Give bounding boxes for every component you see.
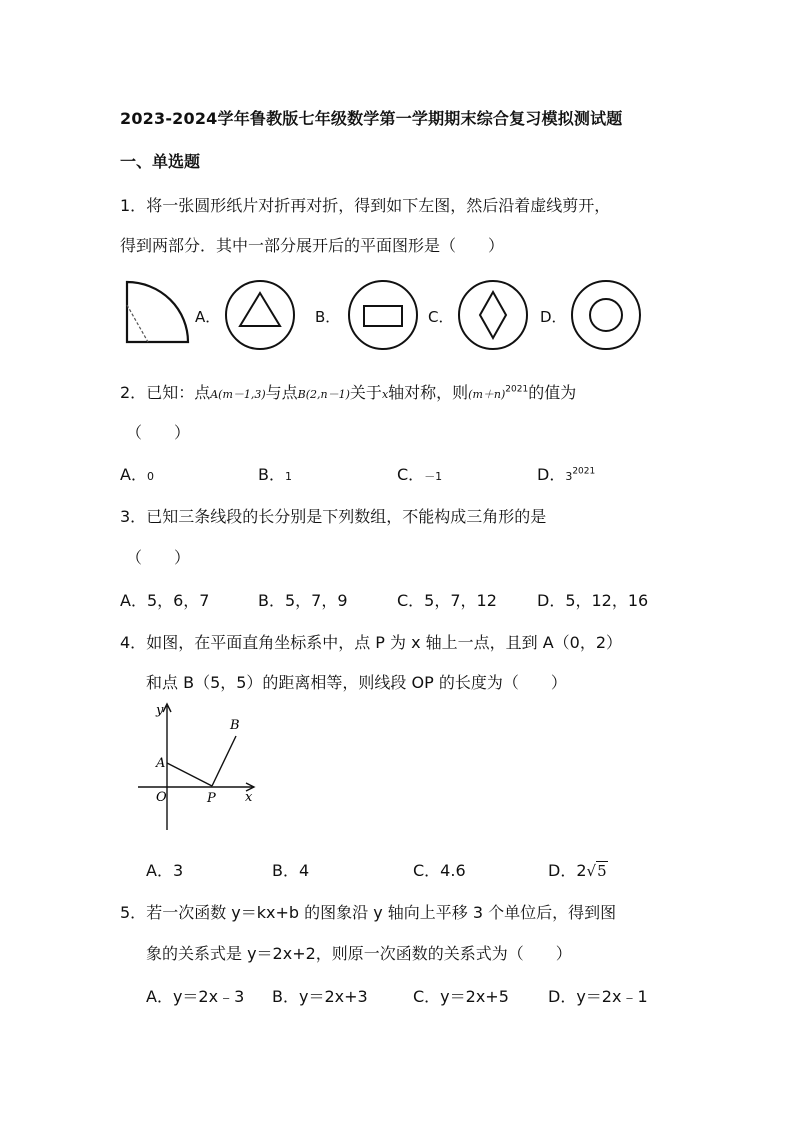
q5-option-c[interactable]: C．y＝2x+5: [413, 987, 509, 1006]
outer-circle: [572, 281, 640, 349]
question-3-line1: [120, 504, 546, 527]
q1-option-a-figure[interactable]: [224, 279, 296, 351]
q1-option-c-figure[interactable]: [457, 279, 529, 351]
option-label: C．: [397, 465, 425, 484]
question-text: 将一张圆形纸片对折再对折，得到如下左图，然后沿着虚线剪开，: [146, 196, 611, 215]
question-text: 已知：点: [146, 383, 211, 402]
sqrt-argument: 5: [597, 862, 607, 880]
triangle-hole: [240, 293, 280, 326]
question-text: 轴对称，则: [388, 383, 469, 402]
question-2-line1: [120, 380, 576, 403]
option-value: 1: [284, 470, 292, 483]
power-expression: (m＋n): [468, 388, 506, 401]
q3-option-d[interactable]: D．5，12，16: [537, 591, 649, 610]
q4-option-b[interactable]: B．4: [272, 861, 310, 880]
q1-option-d-figure[interactable]: [570, 279, 642, 351]
q2-option-c[interactable]: [397, 462, 442, 485]
axis-var: x: [381, 388, 389, 401]
inner-circle-hole: [590, 299, 622, 331]
segment-bp: [212, 736, 236, 786]
q5-option-d[interactable]: D．y＝2x﹣1: [548, 987, 648, 1006]
q1-option-c-label[interactable]: C．: [428, 308, 454, 326]
point-a-label: A: [156, 756, 166, 771]
option-exponent: 2021: [572, 466, 596, 477]
section-heading: 一、单选题: [120, 152, 201, 171]
question-number: 2．: [120, 383, 147, 402]
q2-option-b[interactable]: [258, 462, 292, 485]
q1-option-d-label[interactable]: D．: [540, 308, 567, 326]
option-label: D．2: [548, 861, 587, 880]
question-number: 3．: [120, 507, 147, 526]
outer-circle: [349, 281, 417, 349]
question-1-line1: [120, 193, 610, 216]
q5-option-a[interactable]: A．y＝2x﹣3: [146, 987, 245, 1006]
question-4-line2: 和点 B（5，5）的距离相等，则线段 OP 的长度为（ ）: [146, 673, 567, 692]
dashed-cut-line: [127, 305, 148, 342]
question-text: 关于: [349, 383, 382, 402]
q1-option-b-figure[interactable]: [347, 279, 419, 351]
option-label: D．: [537, 465, 566, 484]
point-p-label: P: [207, 791, 216, 806]
q4-option-c[interactable]: C．4.6: [413, 861, 466, 880]
folded-quarter-circle-figure: [122, 279, 192, 347]
quarter-circle-outline: [127, 282, 188, 342]
question-2-paren: （ ）: [126, 423, 191, 442]
question-3-paren: （ ）: [126, 548, 191, 567]
q3-option-b[interactable]: B．5，7，9: [258, 591, 348, 610]
question-1-line2: 得到两部分．其中一部分展开后的平面图形是（ ）: [120, 236, 505, 255]
q3-option-c[interactable]: C．5，7，12: [397, 591, 497, 610]
point-b-label: B: [230, 718, 240, 733]
diamond-hole: [480, 292, 506, 338]
origin-label: O: [156, 790, 167, 805]
question-number: 1．: [120, 196, 147, 215]
q4-option-d[interactable]: [548, 858, 608, 881]
question-text: 已知三条线段的长分别是下列数组，不能构成三角形的是: [146, 507, 547, 526]
q2-option-a[interactable]: [120, 462, 154, 485]
option-value: －1: [424, 470, 443, 483]
question-5-line2: 象的关系式是 y＝2x+2，则原一次函数的关系式为（ ）: [146, 944, 572, 963]
question-number: 4．: [120, 633, 147, 652]
option-label: B．: [258, 465, 285, 484]
option-value: 3: [565, 470, 573, 483]
point-b-coord: B(2,n－1): [297, 388, 350, 401]
coordinate-figure: [134, 702, 264, 834]
segment-ap: [167, 763, 212, 786]
question-number: 5．: [120, 903, 147, 922]
point-a-coord: A(m－1,3): [210, 388, 266, 401]
question-4-line1: [120, 630, 622, 653]
sqrt-symbol: √: [586, 862, 597, 880]
power-exponent: 2021: [505, 384, 529, 395]
y-axis-label: y: [156, 703, 164, 718]
x-axis-label: x: [245, 790, 253, 805]
question-text: 若一次函数 y＝kx+b 的图象沿 y 轴向上平移 3 个单位后，得到图: [146, 903, 617, 922]
option-value: 0: [146, 470, 154, 483]
q5-option-b[interactable]: B．y＝2x+3: [272, 987, 368, 1006]
question-text: 与点: [265, 383, 298, 402]
question-text: 的值为: [528, 383, 577, 402]
q3-option-a[interactable]: A．5，6，7: [120, 591, 210, 610]
q1-option-b-label[interactable]: B．: [315, 308, 341, 326]
question-text: 如图，在平面直角坐标系中，点 P 为 x 轴上一点，且到 A（0，2）: [146, 633, 623, 652]
page-title: 2023-2024学年鲁教版七年级数学第一学期期末综合复习模拟测试题: [120, 109, 623, 128]
q2-option-d[interactable]: [537, 462, 595, 485]
question-5-line1: [120, 900, 616, 923]
q1-option-a-label[interactable]: A．: [195, 308, 221, 326]
q4-option-a[interactable]: A．3: [146, 861, 184, 880]
rectangle-hole: [364, 306, 402, 326]
option-label: A．: [120, 465, 147, 484]
